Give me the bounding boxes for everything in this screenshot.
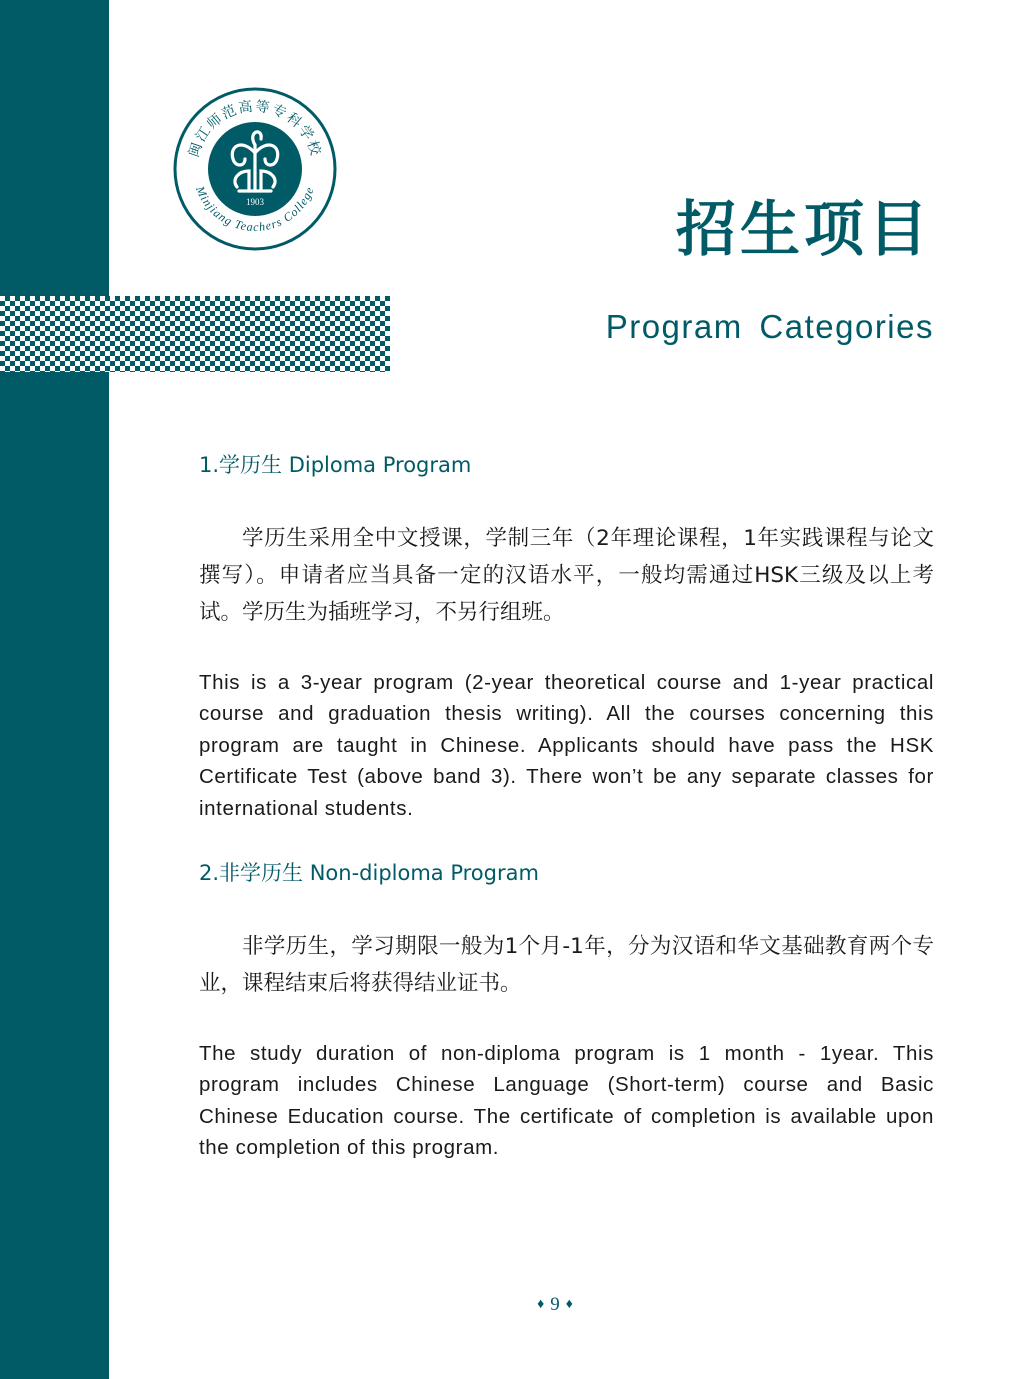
paragraph-en-diploma: This is a 3-year program (2-year theoretical course and 1-year practical course and graduation thesis writing). All the courses concerning this program are taught in Chinese. Applicants should have pass the HSK Certificate Test (above band 3). There won’t be any separate classes for international students. — [199, 671, 934, 820]
paragraph-cn-diploma: 学历生采用全中文授课，学制三年（2年理论课程，1年实践课程与论文撰写）。申请者应当具备一定的汉语水平，一般均需通过HSK三级及以上考试。学历生为插班学习，不另行组班。 — [199, 526, 934, 625]
paragraph-cn-non-diploma: 非学历生，学习期限一般为1个月-1年，分为汉语和华文基础教育两个专业，课程结束后将获得结业证书。 — [199, 934, 934, 997]
main-content — [199, 448, 934, 1164]
diamond-pattern-band — [0, 296, 390, 372]
seal-name-en: Minjiang Teachers College — [193, 184, 317, 235]
diamond-ornament-icon: ♦ — [537, 1297, 545, 1312]
diamond-ornament-icon: ♦ — [565, 1297, 573, 1312]
seal-year: 1903 — [246, 197, 264, 207]
paragraph-en-non-diploma: The study duration of non-diploma program is 1 month - 1year. This program includes Chinese Language (Short-term) course and Basic Chinese Education course. The certificate of completion is available upon the completion of this program. — [199, 1042, 934, 1160]
section-heading-diploma: 1.学历生 Diploma Program — [199, 453, 472, 477]
page-number-value: 9 — [550, 1294, 560, 1315]
page-title-cn: 招生项目 — [676, 195, 932, 265]
college-seal-icon — [173, 87, 337, 251]
seal-name-cn: 闽江师范高等专科学校 — [186, 98, 324, 160]
page-number — [0, 1294, 1024, 1316]
sidebar-band — [0, 0, 109, 1379]
page-title-en: Program Categories — [605, 308, 934, 345]
section-heading-non-diploma: 2.非学历生 Non-diploma Program — [199, 861, 539, 886]
